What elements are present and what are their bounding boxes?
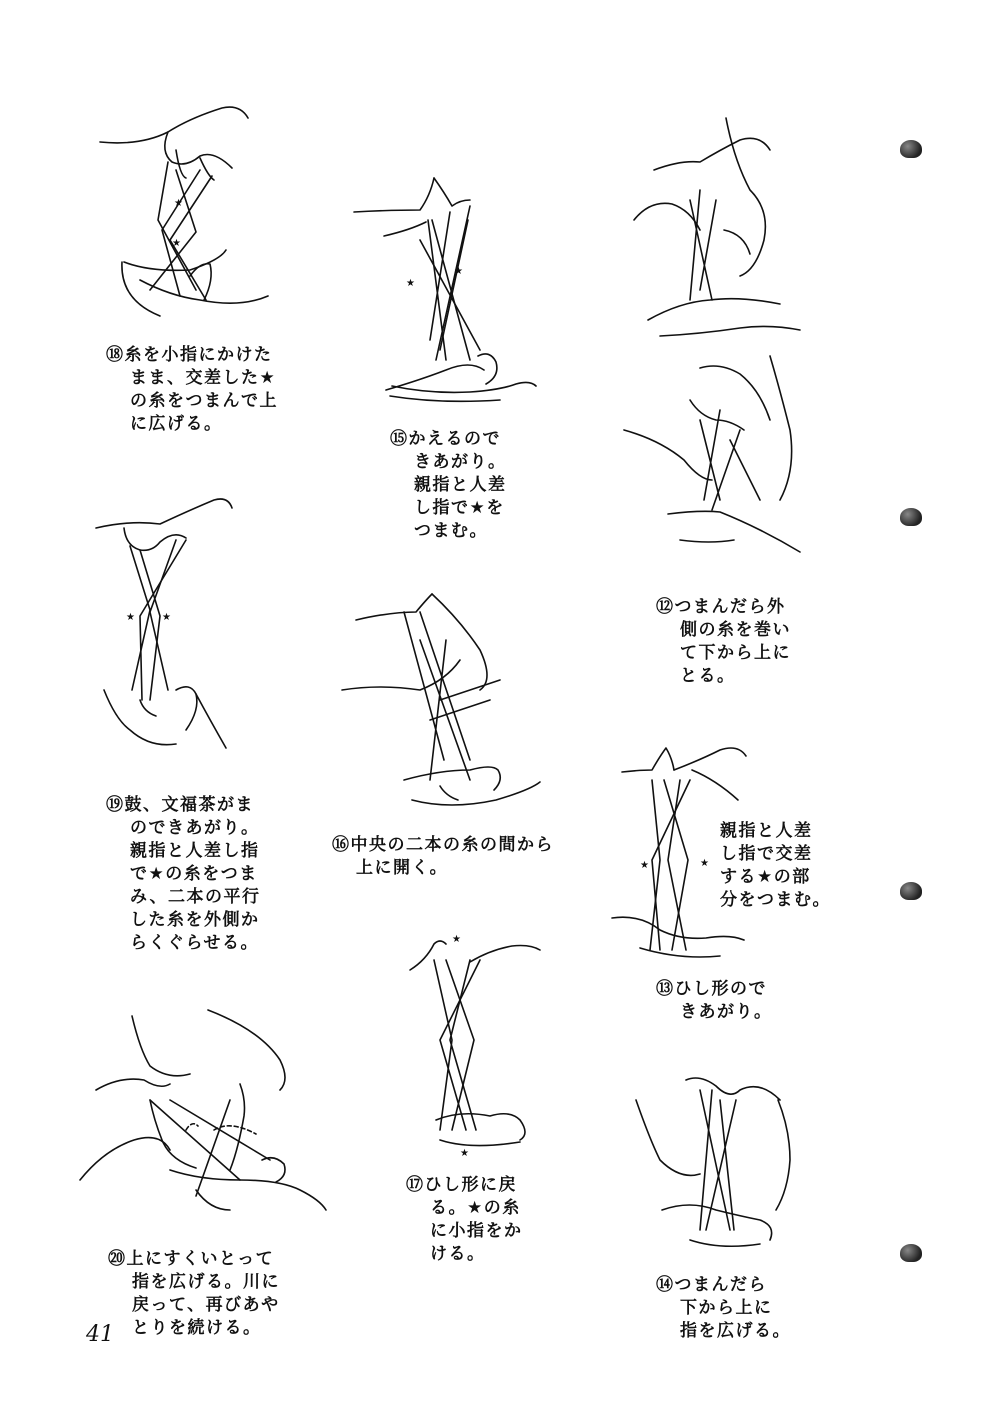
caption-line: 指を広げる。川に: [132, 1272, 280, 1292]
caption-step-15: [390, 428, 507, 543]
illustration-step-20: [80, 1010, 326, 1210]
caption-line: ける。: [430, 1244, 486, 1264]
caption-line: し指で★を: [414, 498, 505, 518]
svg-text:★: ★: [454, 266, 463, 277]
caption-line: 親指と人差: [414, 475, 507, 495]
caption-step-17: [406, 1174, 523, 1266]
caption-line: 上に開く。: [356, 858, 449, 878]
svg-text:★: ★: [126, 612, 135, 623]
ink-dot-icon: [900, 1244, 922, 1262]
step-number: ⑭: [656, 1275, 675, 1295]
step-number: ⑲: [106, 795, 125, 815]
step-number: ⑰: [406, 1175, 425, 1195]
ink-dot-icon: [900, 140, 922, 158]
caption-line: きあがり。: [680, 1002, 773, 1022]
caption-line: 分をつまむ。: [720, 890, 831, 910]
page-number: 41: [86, 1322, 114, 1347]
illustration-step-16: [342, 594, 540, 805]
caption-line: る。★の糸: [430, 1198, 521, 1218]
caption-line: のできあがり。: [130, 818, 260, 838]
step-number: ⑮: [390, 429, 409, 449]
illustration-step-18: [100, 107, 268, 316]
caption-line: 指を広げる。: [680, 1321, 791, 1341]
ink-dot-icon: [900, 882, 922, 900]
ink-dot-icon: [900, 508, 922, 526]
svg-text:★: ★: [174, 198, 183, 209]
svg-text:★: ★: [640, 860, 649, 871]
caption-line: した糸を外側か: [130, 910, 260, 930]
svg-text:★: ★: [460, 1148, 469, 1159]
caption-line: 鼓、文福茶がま: [124, 795, 254, 815]
caption-line: ひし形に戻: [424, 1175, 517, 1195]
caption-line: 戻って、再びあや: [132, 1295, 280, 1315]
caption-line: 親指と人差: [720, 821, 813, 841]
caption-line: する★の部: [720, 867, 811, 887]
caption-line: とる。: [680, 666, 736, 686]
caption-step-13-instruction: [720, 820, 831, 912]
caption-step-12: [656, 596, 791, 688]
caption-line: とりを続ける。: [132, 1318, 262, 1338]
caption-line: 下から上に: [680, 1298, 773, 1318]
svg-text:★: ★: [172, 238, 181, 249]
illustration-step-15: [354, 178, 536, 401]
svg-text:★: ★: [162, 612, 171, 623]
caption-line: に広げる。: [130, 414, 223, 434]
caption-line: つまんだら外: [674, 597, 786, 617]
caption-line: きあがり。: [414, 452, 507, 472]
caption-line: かえるので: [408, 429, 501, 449]
caption-line: 側の糸を巻い: [680, 620, 791, 640]
svg-text:★: ★: [452, 934, 461, 945]
caption-line: 中央の二本の糸の間から: [350, 835, 554, 855]
caption-line: まま、交差した★: [130, 368, 277, 388]
illustration-step-12-top: [634, 118, 800, 336]
caption-line: し指で交差: [720, 844, 813, 864]
caption-line: て下から上に: [680, 643, 791, 663]
step-number: ⑫: [656, 597, 675, 617]
step-number: ⑳: [108, 1249, 127, 1269]
illustration-step-12-bottom: [624, 356, 800, 552]
caption-step-19: [106, 794, 261, 955]
caption-line: つまむ。: [414, 521, 488, 541]
step-number: ⑬: [656, 979, 675, 999]
illustration-step-14: [636, 1078, 790, 1246]
illustration-step-17: [410, 934, 540, 1159]
caption-line: 親指と人差し指: [130, 841, 260, 861]
caption-line: 上にすくいとって: [126, 1249, 275, 1269]
caption-step-16: [332, 834, 554, 880]
caption-step-18: [106, 344, 278, 436]
caption-line: み、二本の平行: [130, 887, 261, 907]
svg-text:★: ★: [700, 858, 709, 869]
step-number: ⑯: [332, 835, 351, 855]
caption-step-20: [108, 1248, 280, 1340]
caption-line: 糸を小指にかけた: [124, 345, 273, 365]
caption-step-13: [656, 978, 773, 1024]
illustration-step-19: [96, 499, 232, 748]
step-number: ⑱: [106, 345, 125, 365]
caption-line: に小指をか: [430, 1221, 523, 1241]
caption-line: らくぐらせる。: [130, 933, 259, 953]
caption-line: で★の糸をつま: [130, 864, 258, 884]
caption-step-14: [656, 1274, 791, 1343]
caption-line: ひし形ので: [674, 979, 767, 999]
svg-text:★: ★: [406, 278, 415, 289]
caption-line: の糸をつまんで上: [130, 391, 278, 411]
caption-line: つまんだら: [674, 1275, 767, 1295]
